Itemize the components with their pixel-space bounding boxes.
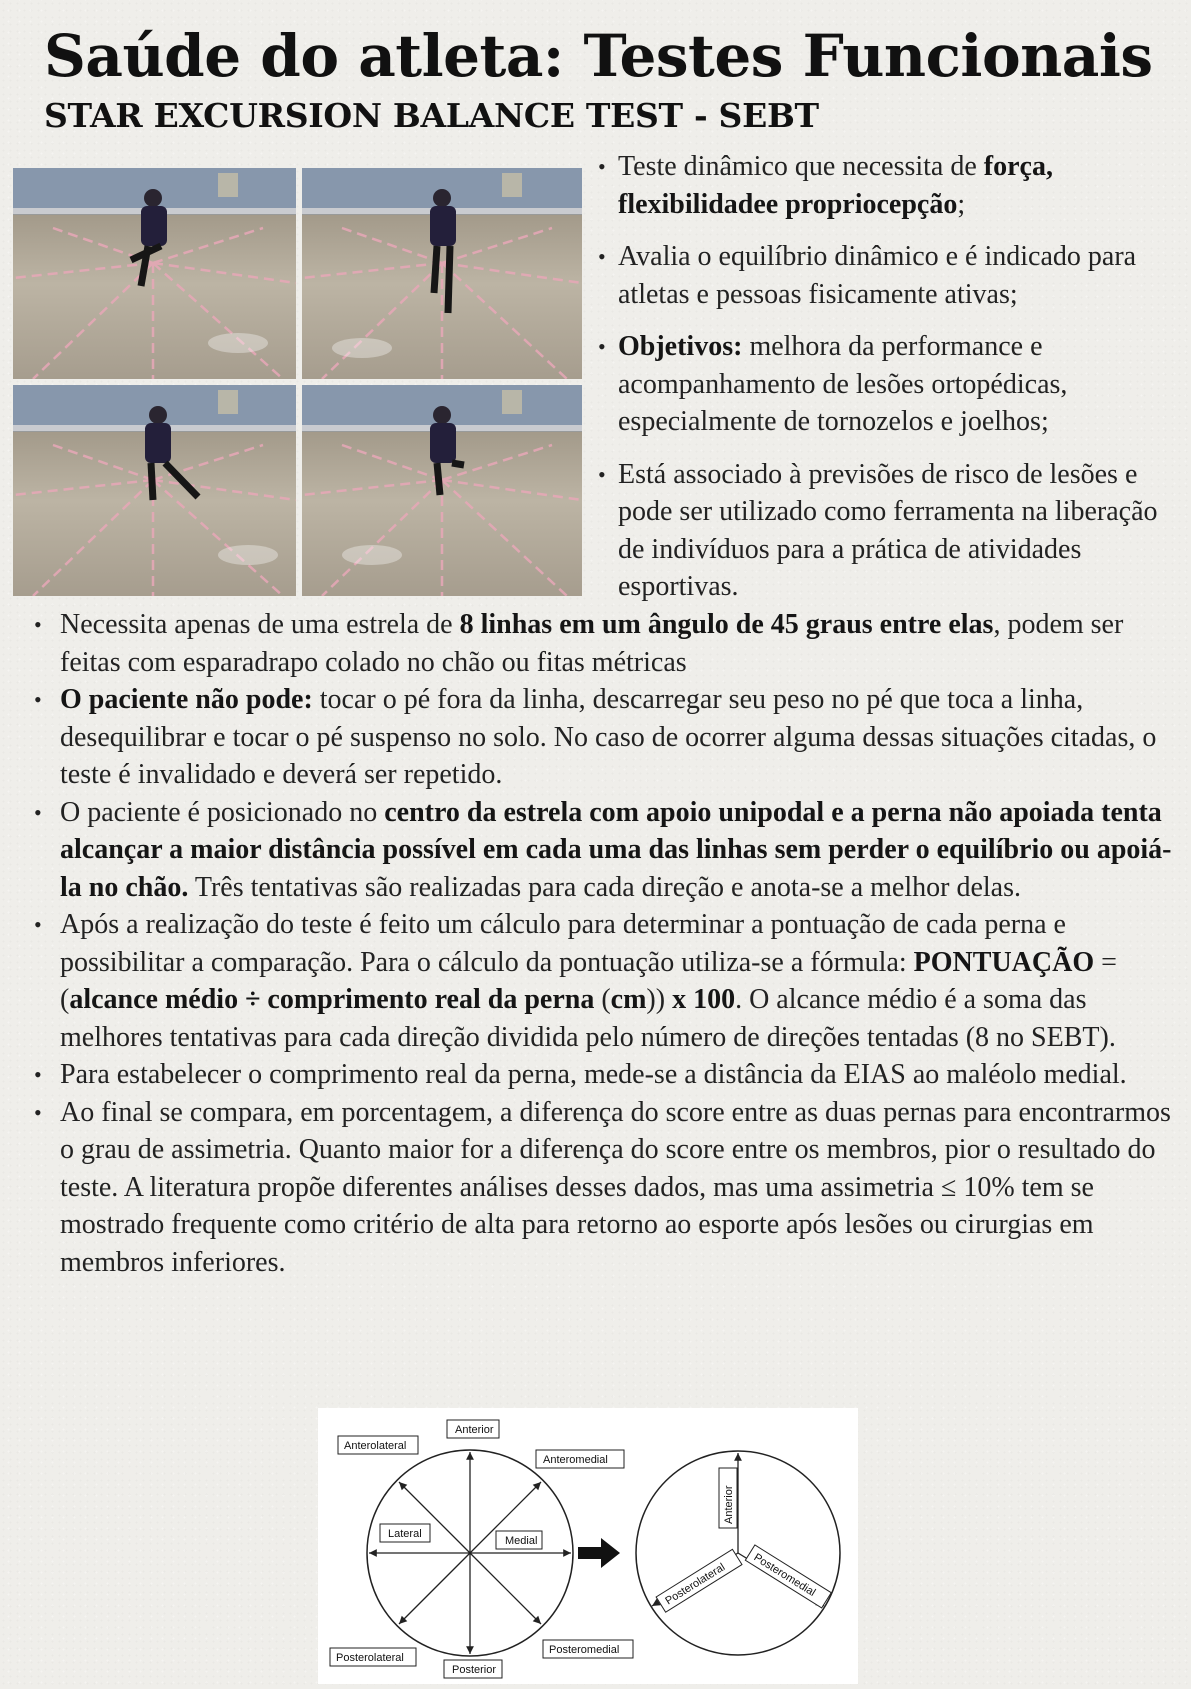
list-item: • Está associado à previsões de risco de lesões e pode ser utilizado como ferramenta na liberação de indivíduos para a prática de atividades esportivas.: [600, 456, 1178, 606]
intro-bullet-list: [600, 148, 1178, 621]
right-arrow-icon: [578, 1538, 620, 1568]
list-item: • Teste dinâmico que necessita de força, flexibilidadee propriocepção;: [600, 148, 1178, 223]
label-posterolateral: Posterolateral: [336, 1652, 404, 1664]
label-reduced-anterior: Anterior: [723, 1485, 735, 1524]
sebt-photo-1: [13, 168, 296, 379]
sebt-photo-3: [13, 385, 296, 596]
list-item: • Após a realização do teste é feito um cálculo para determinar a pontuação de cada perna e possibilitar a comparação. Para o cálculo da pontuação utiliza-se a fórmula: PONTUAÇÃO = (alcance médio ÷ comprimento real da perna (cm)) x 100. O alcance médio é a soma das melhores tentativas para cada direção dividida pelo número de direções tentadas (8 no SEBT).: [40, 906, 1180, 1056]
list-item: • O paciente é posicionado no centro da estrela com apoio unipodal e a perna não apoiada tenta alcançar a maior distância possível em cada uma das linhas sem perder o equilíbrio ou apoiá-la no chão. Três tentativas são realizadas para cada direção e anota-se a melhor delas.: [40, 794, 1180, 907]
label-anteromedial: Anteromedial: [543, 1454, 608, 1466]
sebt-direction-diagram: [318, 1408, 858, 1684]
sebt-photo-grid: [13, 168, 580, 596]
list-item: • Avalia o equilíbrio dinâmico e é indicado para atletas e pessoas fisicamente ativas;: [600, 238, 1178, 313]
label-posteromedial: Posteromedial: [549, 1644, 620, 1656]
label-anterior: Anterior: [455, 1424, 494, 1436]
page-title: Saúde do atleta: Testes Funcionais: [44, 22, 1153, 90]
sebt-photo-4: [302, 385, 582, 596]
sebt-photo-2: [302, 168, 582, 379]
label-reduced-posteromedial: Posteromedial: [751, 1551, 818, 1599]
label-posterior: Posterior: [452, 1664, 497, 1676]
page-subtitle: STAR EXCURSION BALANCE TEST - SEBT: [44, 96, 819, 135]
label-lateral: Lateral: [388, 1528, 422, 1540]
list-item: • Para estabelecer o comprimento real da perna, mede-se a distância da EIAS ao maléolo medial.: [40, 1056, 1180, 1094]
list-item: • Ao final se compara, em porcentagem, a diferença do score entre as duas pernas para encontrarmos o grau de assimetria. Quanto maior for a diferença do score entre os membros, pior o resultado do teste. A literatura propõe diferentes análises desses dados, mas uma assimetria ≤ 10% tem se mostrado frequente como critério de alta para retorno ao esporte após lesões ou cirurgias em membros inferiores.: [40, 1094, 1180, 1282]
list-item: • Objetivos: melhora da performance e acompanhamento de lesões ortopédicas, especialmente de tornozelos e joelhos;: [600, 328, 1178, 441]
main-bullet-list: [40, 606, 1180, 1281]
list-item: • O paciente não pode: tocar o pé fora da linha, descarregar seu peso no pé que toca a linha, desequilibrar e tocar o pé suspenso no solo. No caso de ocorrer alguma dessas situações citadas, o teste é invalidado e deverá ser repetido.: [40, 681, 1180, 794]
label-medial: Medial: [505, 1535, 538, 1547]
label-reduced-posterolateral: Posterolateral: [663, 1561, 728, 1608]
list-item: • Necessita apenas de uma estrela de 8 linhas em um ângulo de 45 graus entre elas, podem ser feitas com esparadrapo colado no chão ou fitas métricas: [40, 606, 1180, 681]
label-anterolateral: Anterolateral: [344, 1440, 407, 1452]
